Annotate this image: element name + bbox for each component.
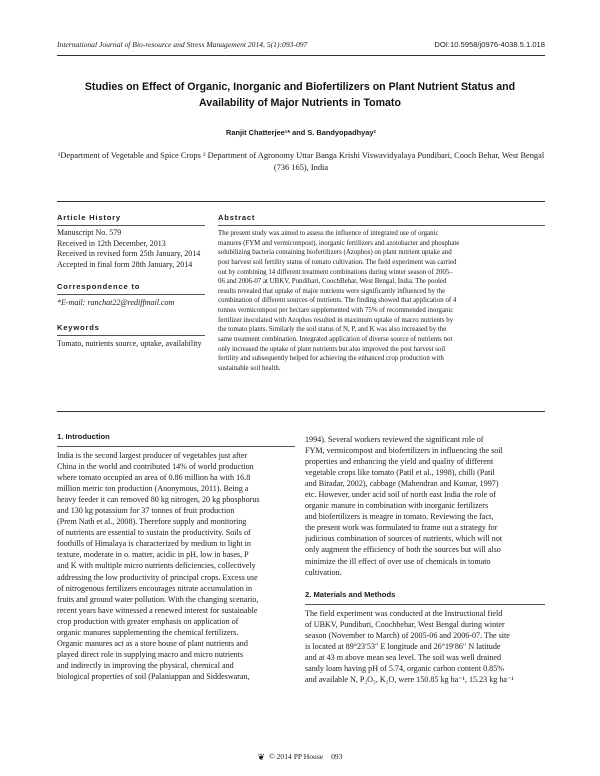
body-line: cultivation. [305,567,342,577]
section-divider-top [57,201,545,202]
abstract-line: fertilizer inoculated with Azophos resulted in maximum uptake of macro nutrients by [218,316,454,324]
body-line: properties and enhancing the yield and quality of different [305,457,494,467]
body-line: where tomato occupied an area of 0.86 million ha with 16.8 [57,473,251,483]
correspondence-rule [57,294,205,295]
abstract-line: post harvest soil fertility status of tomato cultivation. The field experiment was carried [218,258,457,266]
abstract-line: solubilizing bacteria containing biofertilizers (Azophos) on plant nutrient uptake and [218,249,452,257]
body-line: minimize the ill effect of over use of chemicals in tomato [305,556,491,566]
correspondence-email[interactable]: *E-mail: ranchat22@rediffmail.com [57,298,175,307]
abstract-line: sustainable soil health. [218,364,281,372]
body-line: judicious combination of sources of nutrients, which will not [305,534,503,544]
body-line: and indirectly in improving the physical, chemical and [57,660,234,670]
body-line: only augment the efficiency of both the sources but will also [305,545,501,555]
body-line: Organic manures act as a store house of plant nutrients and [57,638,248,648]
abstract-line: The present study was aimed to assess the influence of integrated use of organic [218,230,439,237]
abstract-heading: Abstract [218,213,256,222]
body-line: and K with multiple micro nutrients deficiencies, collectively [57,561,256,571]
body-line: FYM, vermicompost and biofertilizers in influencing the soil [305,446,503,456]
abstract-body [218,229,545,373]
methods-rule [305,604,545,605]
affiliation: ¹Department of Vegetable and Spice Crops ² Department of Agronomy Uttar Banga Krishi Viswavidyalaya Pundibari, Cooch Behar, West Bengal (736 165), India [57,151,545,172]
body-line: biological properties of soil (Palaniappan and Siddeswaran, [57,671,250,681]
history-line: Manuscript No. 579 [57,228,122,237]
section-divider-mid [57,411,545,412]
keywords-rule [57,335,205,336]
body-line: and 130 kg potassium for 37 tonnes of fruit production [57,506,235,516]
body-line: is located at 89°23′53″ E longitude and 26°19′86″ N latitude [305,642,501,652]
body-line: and Biradar, 2002), cabbage (Mahendran and Kumar, 1997) [305,479,499,489]
body-line: and at 43 m above mean sea level. The soil was well drained [305,653,502,663]
introduction-heading: 1. Introduction [57,432,110,441]
header-rule [57,55,545,56]
body-line: vegetable crops like tomato (Patil et al., 1998), chilli (Patil [305,468,495,478]
abstract-line: only increased the uptake of plant nutrients but also improved the post harvest soil [218,345,446,353]
right-column-body [305,434,545,578]
body-line: sandy loam having pH of 5.74, organic carbon content 0.85% [305,664,505,674]
history-line: Received in 12th December, 2013 [57,238,166,248]
introduction-body [57,450,297,682]
body-line: of nutrients are essential to sustain the productivity. Soils of [57,528,251,538]
body-line: crop production with greater emphasis on application of [57,616,239,626]
abstract-line: out by combining 14 different treatment combinations during winter season of 2005– [218,268,453,276]
body-line: the present work was formulated to frame out a strategy for [305,523,498,533]
body-line: etc. However, under acid soil of north east India the role of [305,490,496,500]
abstract-line: same treatment combination. Integrated application of diverse source of nutrients not [218,335,453,343]
body-line: The field experiment was conducted at the Instructional field [305,609,503,618]
body-line: foothills of Himalaya is characterized by medium to light in [57,539,251,549]
article-title: Studies on Effect of Organic, Inorganic and Biofertilizers on Plant Nutrient Status and Availability of Major Nutrients in Tomato [84,81,516,109]
body-line: and available N, P₂O₅, K₂O, were 150.85 kg ha⁻¹, 15.23 kg ha⁻¹ [305,675,514,685]
body-line: season (November to March) of 2005-06 and 2006-07. The site [305,631,510,641]
body-line: of UBKV, Pundibari, Coochbehar, West Bengal during winter [305,620,505,630]
body-line: (Prem Nath et al., 2008). Therefore supply and monitoring [57,517,247,527]
abstract-line: the tomato plants. Similarly the soil status of N, P, and K was also increased by the [218,326,447,334]
body-line: addressing the low productivity of principal crops. Excess use [57,572,258,582]
history-line: Received in revised form 25th January, 2014 [57,249,201,259]
methods-heading: 2. Materials and Methods [305,590,396,599]
page-number: 093 [331,752,343,761]
body-line: of nitrogenous fertilizers encourages nitrate accumulation in [57,583,253,593]
methods-body [305,608,545,685]
body-line: texture, moderate in o. matter, acidic in pH, low in bases, P [57,550,249,560]
copyright-text: © 2014 PP House [268,752,324,761]
running-header [57,40,545,49]
body-line: and biofertilizers is meagre in tomato. Reviewing the fact, [305,512,494,522]
doi-label[interactable]: DOI:10.5958/j0976-4038.5.1.018 [434,40,545,49]
body-line: heavy feeder it can removed 80 kg nitrogen, 20 kg phosphorus [57,495,260,505]
abstract-line: 06 and 2006-07 at UBKV, Pundibari, CoochBehar, West Bengal, India. The pooled [218,278,447,286]
abstract-line: fertility and subsequently helped for achieving the enhanced crop production with [218,355,444,363]
body-line: organic manure in combination with inorganic fertilizers [305,501,489,511]
body-line: recent years have witnessed a renewed interest for sustainable [57,605,258,615]
abstract-line: combination of different sources of nutrients. The finding showed that application of 4 [218,297,457,305]
page-footer [200,752,400,763]
body-line: played direct role in supplying macro and micro nutrients [57,649,244,659]
body-line: fruits and ground water pollution. With the changing scenario, [57,594,259,604]
introduction-rule [57,446,295,447]
publisher-logo-icon: ❦ [257,752,266,762]
keywords-text: Tomato, nutrients source, uptake, availability [57,339,202,348]
keywords-heading: Keywords [57,323,100,332]
history-line: Accepted in final form 28th January, 2014 [57,259,193,269]
body-line: organic manures supplementing the chemical fertilizers. [57,627,239,637]
body-line: India is the second largest producer of vegetables just after [57,451,248,460]
abstract-rule [218,225,545,226]
article-history-heading: Article History [57,213,121,222]
body-line: million metric ton production (Anonymous, 2011). Being a [57,484,249,494]
journal-citation: International Journal of Bio-resource and Stress Management 2014, 5(1):093-097 [57,40,308,49]
abstract-line: results revealed that uptake of major nutrients were significantly influenced by the [218,287,446,295]
body-line: China in the world and contributed 14% of world production [57,462,254,472]
body-line: 1994). Several workers reviewed the significant role of [305,435,484,444]
article-history-rule [57,225,205,226]
abstract-line: tonnes vermicompost per hectare supplemented with 75% of recommended inorganic [218,307,454,314]
abstract-line: manures (FYM and vermicompost), inorganic fertilizers and azotobacter and phosphate [218,239,460,247]
article-history-list [57,228,207,270]
correspondence-heading: Correspondence to [57,282,141,291]
author-list: Ranjit Chatterjee¹* and S. Bandyopadhyay² [226,128,376,137]
